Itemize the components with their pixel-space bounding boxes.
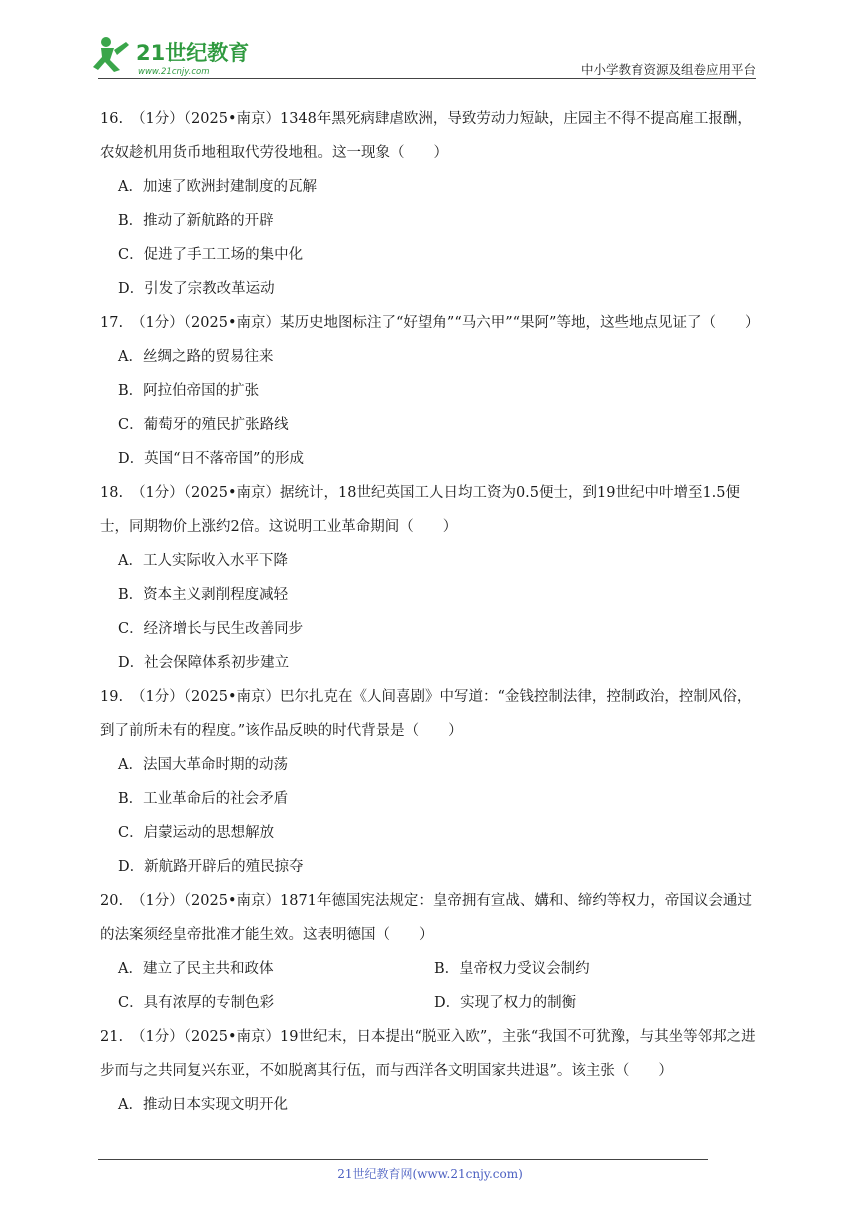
option-d[interactable]: D．社会保障体系初步建立	[118, 655, 290, 671]
option-row	[100, 952, 760, 986]
option-c[interactable]: C．启蒙运动的思想解放	[118, 825, 275, 841]
option-a[interactable]: A．加速了欧洲封建制度的瓦解	[118, 179, 317, 195]
question-number: 20.	[100, 893, 124, 909]
option-c[interactable]: C．促进了手工工场的集中化	[118, 247, 304, 263]
page-header	[0, 0, 860, 80]
option-d[interactable]: D．英国“日不落帝国”的形成	[118, 451, 304, 467]
option-a[interactable]: A．法国大革命时期的动荡	[118, 757, 288, 773]
question-20	[100, 884, 760, 1020]
question-number: 21.	[100, 1029, 124, 1045]
question-stem: （1分）（2025•南京）19世纪末，日本提出“脱亚入欧”，主张“我国不可犹豫，与其坐等邻邦之进步而与之共同复兴东亚，不如脱离其行伍，而与西洋各文明国家共进退”。该主张（ ）	[100, 1029, 756, 1079]
option-c[interactable]: C．具有浓厚的专制色彩	[118, 995, 275, 1011]
option-a[interactable]: A．工人实际收入水平下降	[118, 553, 288, 569]
option-b[interactable]: B．工业革命后的社会矛盾	[118, 791, 289, 807]
option-b[interactable]: B．阿拉伯帝国的扩张	[118, 383, 260, 399]
footer-divider	[98, 1159, 708, 1160]
question-stem: （1分）（2025•南京）1348年黑死病肆虐欧洲，导致劳动力短缺，庄园主不得不提高雇工报酬，农奴趁机用货币地租取代劳役地租。这一现象（ ）	[100, 111, 752, 161]
option-b[interactable]: B．资本主义剥削程度减轻	[118, 587, 289, 603]
option-a[interactable]: A．推动日本实现文明开化	[118, 1097, 288, 1113]
question-21	[100, 1020, 760, 1122]
site-logo	[92, 30, 262, 80]
question-16	[100, 102, 760, 306]
option-d[interactable]: D．新航路开辟后的殖民掠夺	[118, 859, 304, 875]
option-a[interactable]: A．建立了民主共和政体	[118, 961, 274, 977]
option-c[interactable]: C．葡萄牙的殖民扩张路线	[118, 417, 289, 433]
header-divider	[98, 78, 756, 79]
question-stem: （1分）（2025•南京）巴尔扎克在《人间喜剧》中写道：“金钱控制法律，控制政治，控制风俗，到了前所未有的程度。”该作品反映的时代背景是（ ）	[100, 689, 752, 739]
question-19	[100, 680, 760, 884]
option-d[interactable]: D．引发了宗教改革运动	[118, 281, 275, 297]
question-18	[100, 476, 760, 680]
question-stem: （1分）（2025•南京）据统计，18世纪英国工人日均工资为0.5便士，到19世纪中叶增至1.5便士，同期物价上涨约2倍。这说明工业革命期间（ ）	[100, 485, 741, 535]
option-a[interactable]: A．丝绸之路的贸易往来	[118, 349, 274, 365]
option-c[interactable]: C．经济增长与民生改善同步	[118, 621, 304, 637]
question-number: 19.	[100, 689, 124, 705]
question-number: 18.	[100, 485, 124, 501]
page-footer[interactable]: 21世纪教育网(www.21cnjy.com)	[337, 1167, 523, 1181]
option-row	[100, 986, 760, 1020]
platform-name: 中小学教育资源及组卷应用平台	[580, 62, 756, 77]
option-b[interactable]: B．推动了新航路的开辟	[118, 213, 274, 229]
question-17	[100, 306, 760, 476]
option-d[interactable]: D．实现了权力的制衡	[434, 995, 577, 1011]
question-stem: （1分）（2025•南京）某历史地图标注了“好望角”“马六甲”“果阿”等地，这些地点见证了（ ）	[131, 315, 760, 331]
question-stem: （1分）（2025•南京）1871年德国宪法规定：皇帝拥有宣战、媾和、缔约等权力，帝国议会通过的法案须经皇帝批准才能生效。这表明德国（ ）	[100, 893, 752, 943]
question-list	[100, 102, 760, 1122]
logo-text: 21世纪教育	[136, 41, 250, 65]
option-b[interactable]: B．皇帝权力受议会制约	[434, 961, 590, 977]
logo-url: www.21cnjy.com	[138, 67, 210, 77]
question-number: 17.	[100, 315, 124, 331]
question-number: 16.	[100, 111, 124, 127]
